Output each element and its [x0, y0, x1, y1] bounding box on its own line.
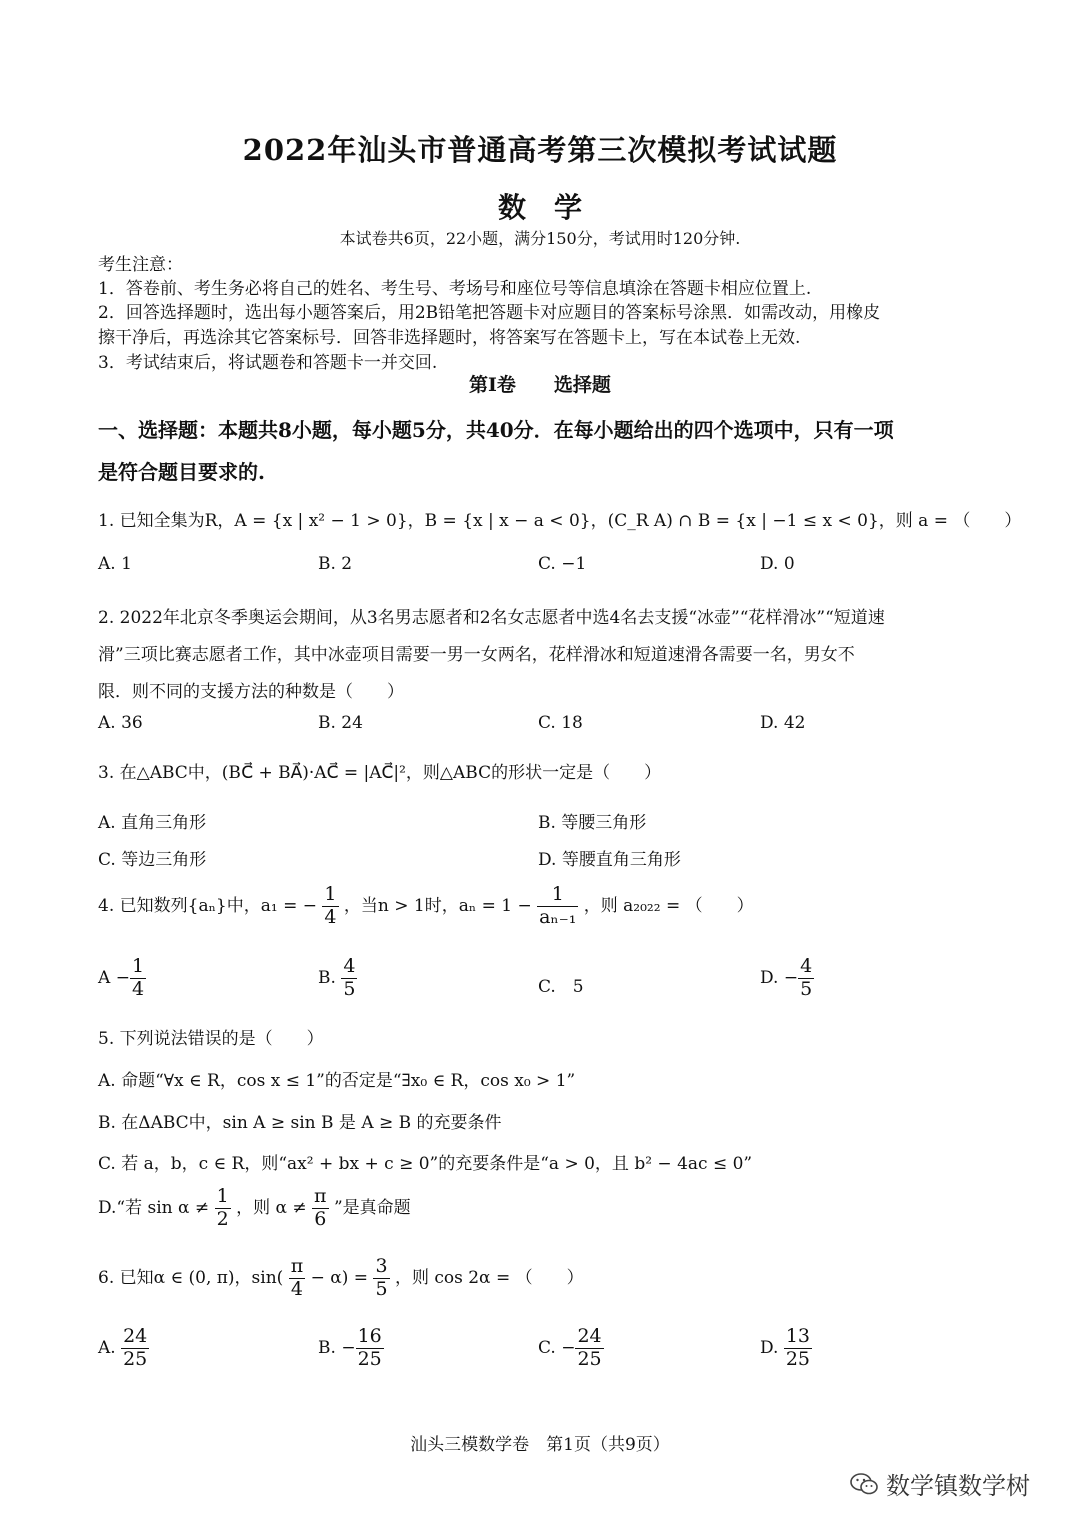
- fraction-numerator: 4: [343, 955, 356, 977]
- q4-stem-text: 4. 已知数列{aₙ}中，a₁ = −: [98, 895, 317, 916]
- part-heading: 一、选择题：本题共8小题，每小题5分，共40分．在每小题给出的四个选项中，只有一项: [98, 418, 894, 442]
- option-sign: −: [561, 1337, 576, 1358]
- watermark-text: 数学镇数学树: [886, 1472, 1030, 1500]
- option-label: B.: [318, 967, 336, 988]
- q1-option-c: C. −1: [538, 554, 587, 574]
- q3-option-a: A. 直角三角形: [98, 813, 207, 833]
- q5-d-text: ，则 α ≠: [236, 1197, 307, 1218]
- q6-stem-text: ，则 cos 2α = （ ）: [394, 1267, 584, 1288]
- question-2-stem: 限．则不同的支援方法的种数是（ ）: [98, 682, 404, 702]
- q2-option-b: B. 24: [318, 713, 363, 733]
- fraction-numerator: 3: [375, 1255, 388, 1277]
- fraction-numerator: π: [314, 1185, 327, 1207]
- q6-stem-text: 6. 已知α ∈ (0, π)，sin(: [98, 1267, 284, 1288]
- q4-a1-fraction: [322, 884, 338, 929]
- q5-d-fraction: [312, 1186, 329, 1231]
- q5-d-fraction: [215, 1186, 231, 1231]
- fraction-numerator: 1: [324, 883, 337, 905]
- q2-option-d: D. 42: [760, 713, 806, 733]
- fraction-denominator: 4: [324, 905, 337, 928]
- fraction-numerator: 1: [131, 955, 145, 977]
- q4-option-d: [760, 956, 814, 1001]
- q6-option-b: [318, 1326, 384, 1371]
- option-fraction: [121, 1326, 149, 1371]
- q3-option-c: C. 等边三角形: [98, 850, 207, 870]
- q6-option-c: [538, 1326, 604, 1371]
- notice-item: 2．回答选择题时，选出每小题答案后，用2B铅笔把答题卡对应题目的答案标号涂黑．如需改动，用橡皮: [98, 303, 881, 323]
- option-sign: −: [115, 967, 130, 988]
- q5-d-text: ”是真命题: [333, 1197, 411, 1218]
- page-footer: 汕头三模数学卷 第1页（共9页）: [410, 1435, 670, 1455]
- wechat-icon: [850, 1473, 878, 1495]
- fraction-numerator: 24: [123, 1325, 148, 1347]
- fraction-denominator: 25: [123, 1347, 148, 1370]
- option-fraction: [798, 956, 814, 1001]
- q6-stem-text: − α) =: [310, 1267, 369, 1288]
- q5-option-b: B. 在ΔABC中，sin A ≥ sin B 是 A ≥ B 的充要条件: [98, 1113, 502, 1133]
- fraction-denominator: 2: [216, 1207, 229, 1230]
- fraction-denominator: 25: [357, 1347, 382, 1370]
- q4-an-fraction: [537, 884, 578, 929]
- q6-ratio-fraction: [373, 1256, 389, 1301]
- question-3-stem: 3. 在△ABC中，(BC⃗ + BA⃗)·AC⃗ = |AC⃗|²，则△ABC的形状一定是（ ）: [98, 763, 662, 783]
- question-4-stem: [98, 884, 754, 929]
- fraction-denominator: 5: [375, 1277, 388, 1300]
- fraction-denominator: aₙ₋₁: [539, 905, 577, 928]
- q5-option-c: C. 若 a，b，c ∈ R，则“ax² + bx + c ≥ 0”的充要条件是“a > 0，且 b² − 4ac ≤ 0”: [98, 1154, 753, 1174]
- option-label: B.: [318, 1337, 336, 1358]
- subject-title: 数 学: [497, 191, 582, 224]
- option-fraction: [575, 1326, 603, 1371]
- q4-stem-text: ，则 a₂₀₂₂ = （ ）: [583, 895, 754, 916]
- option-label: D.: [760, 1337, 779, 1358]
- exam-title: 2022年汕头市普通高考第三次模拟考试试题: [242, 133, 838, 167]
- fraction-denominator: 25: [785, 1347, 811, 1370]
- option-sign: −: [341, 1337, 356, 1358]
- fraction-numerator: 13: [785, 1325, 811, 1347]
- question-5-stem: 5. 下列说法错误的是（ ）: [98, 1029, 324, 1049]
- fraction-denominator: 6: [314, 1207, 327, 1230]
- question-1-stem: 1. 已知全集为R，A = {x | x² − 1 > 0}，B = {x | x − a < 0}，(C_R A) ∩ B = {x | −1 ≤ x < 0}，则 a = （ ）: [98, 511, 1022, 531]
- fraction-denominator: 4: [290, 1277, 304, 1300]
- fraction-numerator: π: [290, 1255, 304, 1277]
- q5-d-text: D.“若 sin α ≠: [98, 1197, 210, 1218]
- question-6-stem: [98, 1256, 584, 1301]
- notice-heading: 考生注意：: [98, 255, 183, 275]
- fraction-numerator: 1: [537, 884, 578, 907]
- q6-option-a: [98, 1326, 149, 1371]
- watermark: [850, 1466, 1030, 1501]
- q2-option-c: C. 18: [538, 713, 583, 733]
- q1-option-a: A. 1: [98, 554, 132, 574]
- fraction-numerator: 1: [216, 1185, 229, 1207]
- exam-meta: 本试卷共6页，22小题，满分150分，考试用时120分钟.: [339, 229, 741, 248]
- option-label: A.: [98, 1337, 116, 1358]
- fraction-numerator: 4: [800, 955, 813, 977]
- fraction-denominator: 25: [577, 1347, 602, 1370]
- option-fraction: [784, 1326, 812, 1371]
- part-heading: 是符合题目要求的.: [98, 460, 265, 484]
- option-fraction: [341, 956, 357, 1001]
- q3-option-b: B. 等腰三角形: [538, 813, 647, 833]
- q1-option-d: D. 0: [760, 554, 795, 574]
- fraction-denominator: 4: [131, 977, 145, 1000]
- notice-item: 3．考试结束后，将试题卷和答题卡一并交回.: [98, 353, 438, 373]
- fraction-numerator: 16: [357, 1325, 382, 1347]
- q4-option-b: [318, 956, 357, 1001]
- q6-option-d: [760, 1326, 812, 1371]
- option-label: D.: [760, 967, 779, 988]
- notice-item: 1．答卷前、考生务必将自己的姓名、考生号、考场号和座位号等信息填涂在答题卡相应位置上.: [98, 279, 812, 299]
- question-2-stem: 滑”三项比赛志愿者工作，其中冰壶项目需要一男一女两名，花样滑冰和短道速滑各需要一名，男女不: [98, 645, 855, 665]
- section-title: 第Ⅰ卷 选择题: [469, 374, 611, 396]
- option-fraction: [356, 1326, 384, 1371]
- q5-option-d: [98, 1186, 411, 1231]
- question-2-stem: 2. 2022年北京冬季奥运会期间，从3名男志愿者和2名女志愿者中选4名去支援“冰壶”“花样滑冰”“短道速: [98, 608, 885, 628]
- option-label: A: [98, 967, 111, 988]
- q5-option-a: A. 命题“∀x ∈ R，cos x ≤ 1”的否定是“∃x₀ ∈ R，cos x₀ > 1”: [98, 1071, 576, 1091]
- option-sign: −: [783, 967, 799, 988]
- q3-option-d: D. 等腰直角三角形: [538, 850, 681, 870]
- q6-pi-fraction: [289, 1256, 306, 1301]
- option-label: C.: [538, 1337, 556, 1358]
- option-fraction: [130, 956, 146, 1001]
- q1-option-b: B. 2: [318, 554, 353, 574]
- q4-option-a: [98, 956, 146, 1001]
- notice-item: 擦干净后，再选涂其它答案标号．回答非选择题时，将答案写在答题卡上，写在本试卷上无效.: [98, 328, 801, 348]
- q4-option-c: C. 5: [538, 977, 584, 997]
- q2-option-a: A. 36: [98, 713, 143, 733]
- fraction-denominator: 5: [343, 977, 356, 1000]
- fraction-numerator: 24: [577, 1325, 602, 1347]
- fraction-denominator: 5: [800, 977, 813, 1000]
- q4-stem-text: ，当n > 1时，aₙ = 1 −: [343, 895, 532, 916]
